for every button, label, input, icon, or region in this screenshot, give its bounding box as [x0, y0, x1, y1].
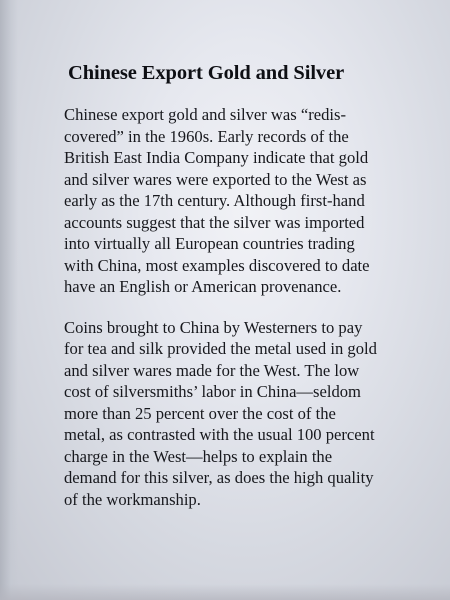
placard-left-edge-shadow — [0, 0, 18, 600]
placard-bottom-edge-shadow — [0, 584, 450, 600]
paragraph-line: Chinese export gold and silver was “redis- — [64, 105, 347, 124]
paragraph-line: covered” in the 1960s. Early records of the — [64, 126, 349, 146]
paragraph-line: for tea and silk provided the metal used in gold — [64, 339, 377, 358]
paragraph-line: of the workmanship. — [64, 489, 201, 509]
paragraph-line: into virtually all European countries trading — [64, 234, 355, 253]
paragraph-line: with China, most examples discovered to date — [64, 255, 370, 275]
paragraph-line: have an English or American provenance. — [64, 277, 342, 296]
paragraph-line: metal, as contrasted with the usual 100 percent — [64, 425, 375, 444]
paragraph-line: demand for this silver, as does the high quality — [64, 468, 374, 487]
paragraph-line: early as the 17th century. Although first-hand — [64, 191, 365, 210]
paragraph-line: Coins brought to China by Westerners to pay — [64, 317, 363, 337]
placard-text-block — [62, 60, 434, 510]
paragraph-line: charge in the West—helps to explain the — [64, 446, 333, 466]
paragraph-line: accounts suggest that the silver was imported — [64, 212, 365, 232]
placard-title: Chinese Export Gold and Silver — [68, 62, 345, 84]
paragraph-line: cost of silversmiths’ labor in China—seldom — [64, 382, 361, 401]
placard-paragraph-1 — [64, 104, 434, 298]
placard-body — [64, 104, 434, 510]
paragraph-line: and silver wares made for the West. The low — [64, 360, 360, 380]
paragraph-line: more than 25 percent over the cost of the — [64, 403, 336, 423]
paragraph-line: British East India Company indicate that gold — [64, 148, 369, 167]
paragraph-line: and silver wares were exported to the West as — [64, 169, 367, 189]
placard-paragraph-2 — [64, 317, 434, 511]
